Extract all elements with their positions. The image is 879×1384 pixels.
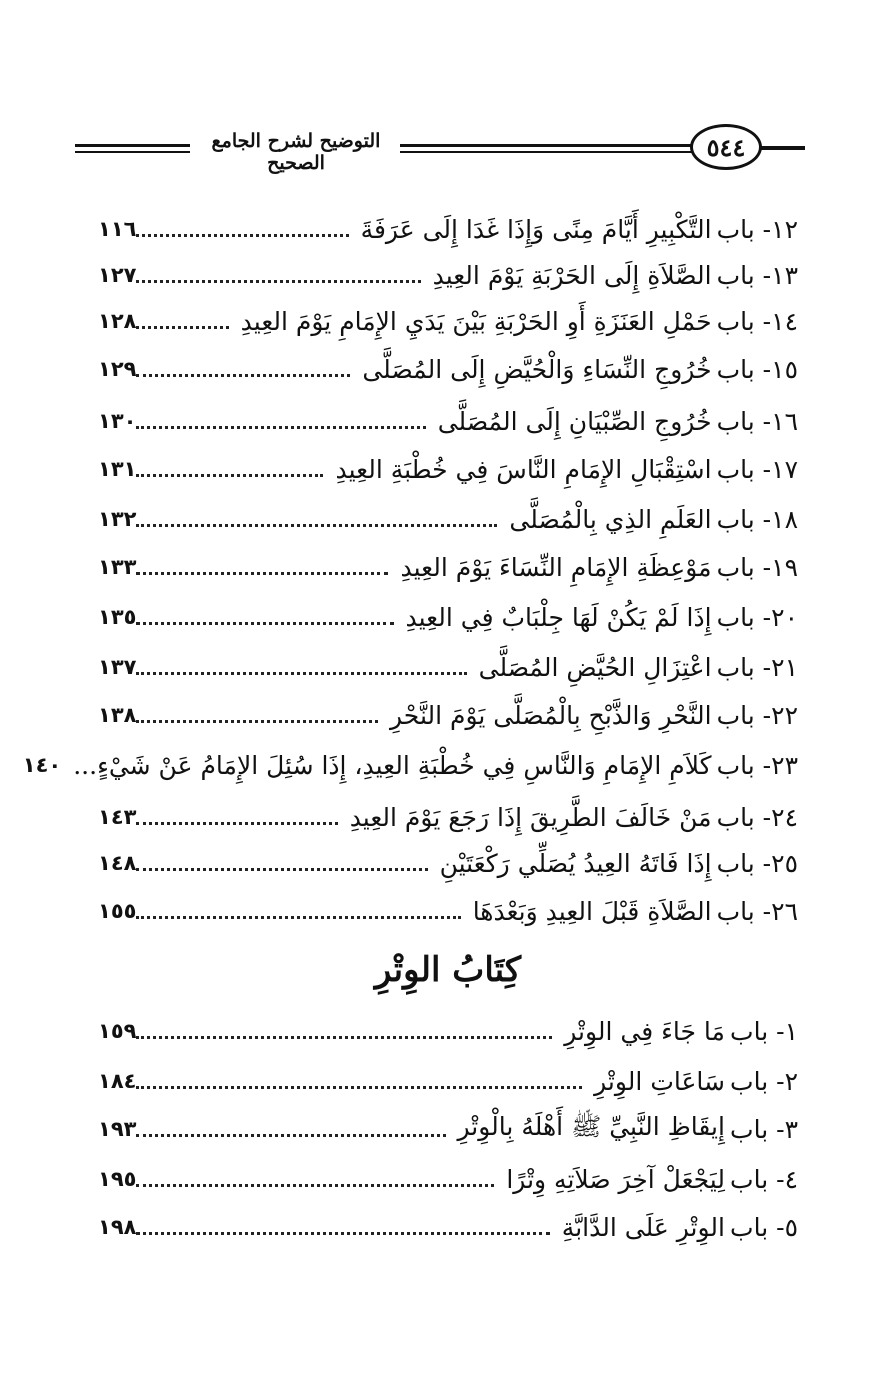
leader-dots: [136, 1084, 582, 1089]
toc-entry: [98, 888, 798, 934]
header-rule: [400, 144, 720, 147]
toc-entry-page: ١٢٩: [98, 357, 137, 381]
book-title: التوضيح لشرح الجامع الصحيح: [211, 130, 381, 174]
toc-entry-page: ١٣٨: [98, 703, 137, 727]
toc-entry-title: إِذَا فَاتَهُ العِيدُ يُصَلِّي رَكْعَتَيْنِ: [439, 848, 712, 878]
toc-entry-page: ١٣٢: [98, 507, 137, 531]
toc-entry-number: ١٤- باب: [716, 306, 798, 336]
toc-entry-page: ١٥٥: [98, 899, 137, 923]
toc-entry-title: مَا جَاءَ فِي الوِتْرِ: [564, 1016, 725, 1046]
toc-entry-page: ١٢٨: [98, 309, 137, 333]
toc-entry: [98, 1008, 798, 1054]
toc-entry-title: سَاعَاتِ الوِتْرِ: [594, 1066, 725, 1096]
leader-dots: [136, 522, 497, 527]
leader-dots: [136, 232, 348, 237]
toc-entry-title: الصَّلاَةِ قَبْلَ العِيدِ وَبَعْدَهَا: [472, 896, 712, 926]
toc-entry-page: ١٥٩: [98, 1019, 137, 1043]
toc-entry-number: ٢١- باب: [716, 652, 798, 682]
toc-entry-title: كَلاَمِ الإِمَامِ وَالنَّاسِ فِي خُطْبَةِ العِيدِ، إِذَا سُئِلَ الإِمَامُ عَنْ شَيْءٍ...: [73, 750, 712, 780]
toc-entry: [98, 692, 798, 738]
toc-entry-number: ٢٥- باب: [716, 848, 798, 878]
toc-entry: [98, 1058, 798, 1104]
leader-dots: [136, 278, 420, 283]
header-rule: [760, 146, 805, 150]
toc-entry: [98, 594, 798, 640]
toc-entry: [98, 794, 798, 840]
toc-entry-number: ٢٢- باب: [716, 700, 798, 730]
toc-entry-number: ٢- باب: [730, 1066, 798, 1096]
toc-entry-page: ١٩٣: [98, 1117, 137, 1141]
leader-dots: [136, 570, 388, 575]
leader-dots: [136, 718, 378, 723]
toc-entry: [98, 446, 798, 492]
toc-entry-title: حَمْلِ العَنَزَةِ أَوِ الحَرْبَةِ بَيْنَ يَدَيِ الإِمَامِ يَوْمَ العِيدِ: [240, 306, 712, 336]
leader-dots: [136, 670, 466, 675]
toc-entry-title: مَنْ خَالَفَ الطَّرِيقَ إِذَا رَجَعَ يَوْمَ العِيدِ: [349, 802, 712, 832]
toc-entry-page: ١١٦: [98, 217, 137, 241]
toc-entry-page: ١٣٥: [98, 605, 137, 629]
leader-dots: [136, 1034, 552, 1039]
toc-entry-number: ١٣- باب: [716, 260, 798, 290]
page-header: [70, 122, 810, 182]
toc-entry-page: ١٢٧: [98, 263, 137, 287]
toc-entry-number: ١- باب: [730, 1016, 798, 1046]
toc-entry-page: ١٤٣: [98, 805, 137, 829]
toc-entry: [98, 252, 798, 298]
toc-entry-title: العَلَمِ الذِي بِالْمُصَلَّى: [509, 504, 712, 534]
toc-entry: [98, 346, 798, 392]
leader-dots: [136, 914, 460, 919]
toc-entry-number: ٥- باب: [730, 1212, 798, 1242]
header-rule: [75, 151, 190, 153]
toc-entry-number: ٢٤- باب: [716, 802, 798, 832]
leader-dots: [136, 1132, 445, 1137]
leader-dots: [136, 472, 323, 477]
header-rule: [400, 151, 720, 153]
toc-entry-page: ١٣٠: [98, 409, 137, 433]
toc-entry-page: ١٣١: [98, 457, 137, 481]
toc-entry-title: النَّحْرِ وَالذَّبْحِ بِالْمُصَلَّى يَوْمَ النَّحْرِ: [390, 700, 712, 730]
toc-entry-number: ١٢- باب: [716, 214, 798, 244]
toc-entry-number: ٢٠- باب: [716, 602, 798, 632]
toc-entry: [22, 742, 798, 788]
leader-dots: [136, 866, 427, 871]
toc-entry-title: لِيَجْعَلْ آخِرَ صَلاَتِهِ وِتْرًا: [506, 1164, 725, 1194]
page-number: ٥٤٤: [706, 132, 746, 162]
toc-entry-number: ١٥- باب: [716, 354, 798, 384]
toc-entry-page: ١٩٥: [98, 1167, 137, 1191]
toc-entry-title: مَوْعِظَةِ الإِمَامِ النِّسَاءَ يَوْمَ العِيدِ: [400, 552, 712, 582]
toc-entry-number: ٤- باب: [730, 1164, 798, 1194]
toc-entry-number: ٣- باب: [730, 1114, 798, 1144]
toc-entry-title: اعْتِزَالِ الحُيَّضِ المُصَلَّى: [478, 652, 712, 682]
toc-entry: [98, 644, 798, 690]
toc-entry-title: التَّكْبِيرِ أَيَّامَ مِنًى وَإِذَا غَدَا إِلَى عَرَفَةَ: [360, 214, 712, 244]
leader-dots: [136, 372, 350, 377]
toc-entry: [98, 496, 798, 542]
header-rule: [75, 144, 190, 147]
page-number-oval: [690, 124, 762, 170]
toc-entry: [98, 1106, 798, 1152]
toc-entry-page: ١٩٨: [98, 1215, 137, 1239]
toc-entry-number: ١٦- باب: [716, 406, 798, 436]
leader-dots: [136, 820, 337, 825]
toc-entry-number: ١٩- باب: [716, 552, 798, 582]
toc-entry-page: ١٨٤: [98, 1069, 137, 1093]
toc-entry-number: ٢٦- باب: [716, 896, 798, 926]
toc-entry-page: ١٣٧: [98, 655, 137, 679]
section-heading: كِتَابُ الوِتْرِ: [374, 950, 522, 990]
leader-dots: [136, 324, 228, 329]
leader-dots: [136, 424, 425, 429]
toc-entry-title: خُرُوجِ النِّسَاءِ وَالْحُيَّضِ إِلَى المُصَلَّى: [362, 354, 712, 384]
toc-entry-title: خُرُوجِ الصِّبْيَانِ إِلَى المُصَلَّى: [437, 406, 712, 436]
toc-entry-title: اسْتِقْبَالِ الإِمَامِ النَّاسَ فِي خُطْبَةِ العِيدِ: [335, 454, 712, 484]
toc-entry-page: ١٤٠: [22, 753, 62, 777]
toc-entry: [98, 840, 798, 886]
leader-dots: [136, 1230, 549, 1235]
toc-entry: [98, 1204, 798, 1250]
toc-entry: [98, 298, 798, 344]
toc-entry-page: ١٣٣: [98, 555, 137, 579]
toc-entry-number: ٢٣- باب: [716, 750, 798, 780]
toc-entry: [98, 544, 798, 590]
toc-entry-title: الوِتْرِ عَلَى الدَّابَّةِ: [561, 1212, 725, 1242]
toc-entry-title: إِذَا لَمْ يَكُنْ لَهَا جِلْبَابٌ فِي العِيدِ: [405, 602, 712, 632]
toc-entry-title: الصَّلاَةِ إِلَى الحَرْبَةِ يَوْمَ العِيدِ: [432, 260, 712, 290]
toc-entry-page: ١٤٨: [98, 851, 137, 875]
toc-entry-number: ١٧- باب: [716, 454, 798, 484]
toc-entry-title: إِيقَاظِ النَّبِيِّ ﷺ أَهْلَهُ بِالْوِتْرِ: [457, 1111, 725, 1141]
toc-entry-number: ١٨- باب: [716, 504, 798, 534]
toc-entry: [98, 206, 798, 252]
toc-entry: [98, 398, 798, 444]
leader-dots: [136, 1182, 494, 1187]
toc-entry: [98, 1156, 798, 1202]
leader-dots: [136, 620, 393, 625]
